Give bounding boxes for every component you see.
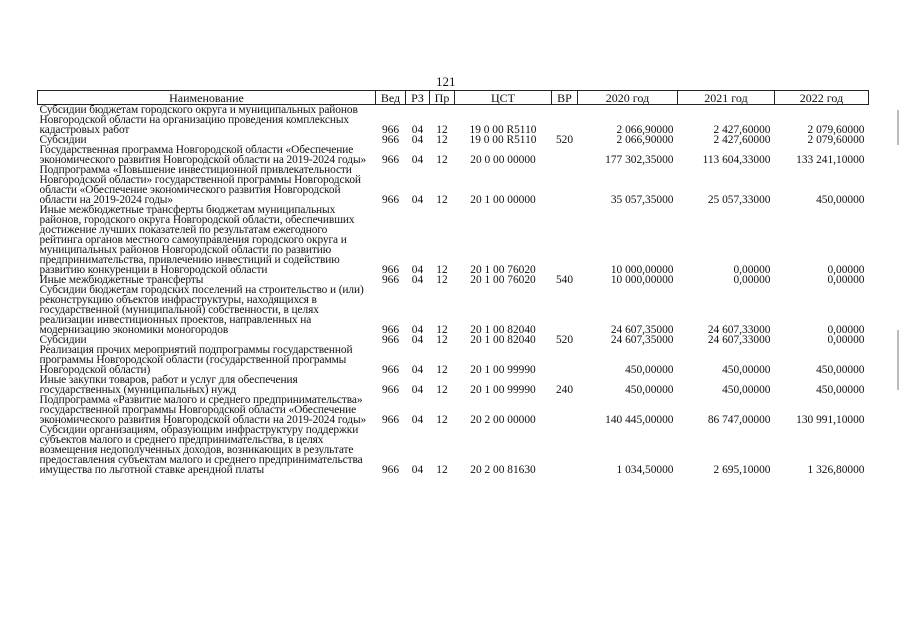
cell-pr: 12 xyxy=(436,154,448,166)
cell-rz: 04 xyxy=(411,194,424,206)
cell-y2022: 0,00000 xyxy=(827,274,865,286)
cell-ved: 966 xyxy=(381,364,400,376)
column-header-rz: РЗ xyxy=(406,91,430,105)
cell-name: Субсидии xyxy=(39,334,87,346)
cell-cst: 20 1 00 82040 xyxy=(470,334,536,346)
cell-ved: 966 xyxy=(381,124,400,136)
cell-rz: 04 xyxy=(411,334,424,346)
cell-name: Иные закупки товаров, работ и услуг для обеспечения государственных (муниципальных) нужд xyxy=(39,374,298,396)
column-header-2022: 2022 год xyxy=(775,91,869,105)
cell-pr: 12 xyxy=(436,384,448,396)
cell-cst: 20 1 00 82040 xyxy=(470,324,536,336)
cell-cst: 20 1 00 99990 xyxy=(470,384,536,396)
cell-rz: 04 xyxy=(411,364,424,376)
table-header-row xyxy=(38,91,869,105)
table-row xyxy=(38,425,869,475)
cell-vr xyxy=(552,145,578,165)
cell-vr: 520 xyxy=(555,334,574,346)
cell-y2022: 2 079,60000 xyxy=(807,124,865,136)
cell-ved: 966 xyxy=(381,134,400,146)
scan-edge-mark xyxy=(897,330,899,390)
cell-cst: 19 0 00 R5110 xyxy=(469,134,537,146)
cell-y2022: 2 079,60000 xyxy=(807,134,865,146)
cell-y2020: 450,00000 xyxy=(625,384,674,396)
cell-cst: 20 1 00 76020 xyxy=(470,274,536,286)
table-row xyxy=(38,345,869,375)
cell-rz: 04 xyxy=(411,264,424,276)
cell-y2021: 2 695,10000 xyxy=(713,464,771,476)
cell-pr: 12 xyxy=(436,274,448,286)
cell-vr: 520 xyxy=(555,134,574,146)
cell-rz: 04 xyxy=(411,124,424,136)
table-row xyxy=(38,285,869,335)
cell-cst: 20 1 00 99990 xyxy=(470,364,536,376)
cell-vr xyxy=(552,425,578,475)
cell-y2020: 2 066,90000 xyxy=(616,134,674,146)
cell-y2020: 24 607,35000 xyxy=(610,324,674,336)
cell-cst: 20 1 00 76020 xyxy=(470,264,536,276)
cell-ved: 966 xyxy=(381,464,400,476)
cell-ved: 966 xyxy=(381,384,400,396)
cell-y2022: 0,00000 xyxy=(827,334,865,346)
cell-name: Субсидии бюджетам городских поселений на строительство и (или) реконструкцию объектов инфраструктуры, находящихся в государственной (муниципальной) собственности, в целях реализации инвестиционных проектов, направленных на модернизацию экономики моногородов xyxy=(39,284,364,336)
cell-pr: 12 xyxy=(436,414,448,426)
table-row xyxy=(38,395,869,425)
table-row xyxy=(38,145,869,165)
cell-y2022: 450,00000 xyxy=(816,384,865,396)
cell-y2022: 1 326,80000 xyxy=(807,464,865,476)
cell-rz: 04 xyxy=(411,134,424,146)
cell-y2022: 0,00000 xyxy=(827,324,865,336)
cell-y2020: 2 066,90000 xyxy=(616,124,674,136)
cell-cst: 20 1 00 00000 xyxy=(470,194,536,206)
cell-y2021: 2 427,60000 xyxy=(713,134,771,146)
cell-y2021: 86 747,00000 xyxy=(707,414,771,426)
cell-y2022: 450,00000 xyxy=(816,194,865,206)
cell-rz: 04 xyxy=(411,154,424,166)
cell-pr: 12 xyxy=(436,194,448,206)
cell-y2020: 177 302,35000 xyxy=(605,154,674,166)
cell-name: Иные межбюджетные трансферты бюджетам муниципальных районов, городского округа Новгородской области, обеспечивших достижение лучших показателей по результатам ежегодного рейтинга органов местного самоуправления городского округа и муниципальных районов Новгородской области по развитию предпринимательства, привлечению инвестиций и содействию развитию конкуренции в Новгородской области xyxy=(39,204,355,276)
cell-y2021: 113 604,33000 xyxy=(702,154,771,166)
column-header-cst: ЦСТ xyxy=(455,91,552,105)
cell-vr: 540 xyxy=(555,274,574,286)
page-number: 121 xyxy=(436,74,456,89)
cell-y2021: 24 607,33000 xyxy=(707,334,771,346)
cell-ved: 966 xyxy=(381,154,400,166)
cell-y2020: 24 607,35000 xyxy=(610,334,674,346)
cell-cst: 20 2 00 00000 xyxy=(470,414,536,426)
cell-y2020: 140 445,00000 xyxy=(605,414,674,426)
cell-name: Реализация прочих мероприятий подпрограммы государственной программы Новгородской области (государственной программы Новгородской области) xyxy=(39,344,353,376)
cell-y2021: 450,00000 xyxy=(722,384,771,396)
cell-vr xyxy=(552,345,578,375)
cell-name: Подпрограмма «Развитие малого и среднего предпринимательства» государственной программы Новгородской области «Обеспечение экономического развития Новгородской области на 2019-2024 годы» xyxy=(39,394,367,426)
cell-y2020: 10 000,00000 xyxy=(610,274,674,286)
cell-y2022: 0,00000 xyxy=(827,264,865,276)
cell-pr: 12 xyxy=(436,334,448,346)
cell-y2021: 24 607,33000 xyxy=(707,324,771,336)
cell-name: Подпрограмма «Повышение инвестиционной привлекательности Новгородской области» государственной программы Новгородской области «Обеспечение экономического развития Новгородской области на 2019-2024 годы» xyxy=(39,164,361,206)
cell-name: Субсидии бюджетам городского округа и муниципальных районов Новгородской области на организацию проведения комплексных кадастровых работ xyxy=(39,104,358,136)
cell-pr: 12 xyxy=(436,264,448,276)
cell-name: Государственная программа Новгородской области «Обеспечение экономического развития Новгородской области на 2019-2024 годы» xyxy=(39,144,367,166)
cell-y2022: 450,00000 xyxy=(816,364,865,376)
cell-pr: 12 xyxy=(436,134,448,146)
cell-y2020: 35 057,35000 xyxy=(610,194,674,206)
cell-ved: 966 xyxy=(381,324,400,336)
column-header-vr: ВР xyxy=(552,91,578,105)
cell-cst: 20 2 00 81630 xyxy=(470,464,536,476)
table-row xyxy=(38,165,869,205)
cell-rz: 04 xyxy=(411,384,424,396)
budget-table xyxy=(37,90,869,475)
cell-vr: 240 xyxy=(555,384,574,396)
cell-y2021: 0,00000 xyxy=(733,264,771,276)
cell-rz: 04 xyxy=(411,464,424,476)
cell-vr xyxy=(552,205,578,275)
cell-y2020: 10 000,00000 xyxy=(610,264,674,276)
cell-y2022: 133 241,10000 xyxy=(796,154,865,166)
column-header-name: Наименование xyxy=(38,91,376,105)
cell-name: Иные межбюджетные трансферты xyxy=(39,274,204,286)
table-row xyxy=(38,375,869,395)
cell-rz: 04 xyxy=(411,324,424,336)
cell-name: Субсидии организациям, образующим инфраструктуру поддержки субъектов малого и среднего предпринимательства, в целях возмещения недополученных доходов, возникающих в результате предоставления субъектам малого и среднего предпринимательства имущества по льготной ставке арендной платы xyxy=(39,424,363,476)
cell-y2021: 0,00000 xyxy=(733,274,771,286)
cell-vr xyxy=(552,105,578,136)
table-row xyxy=(38,105,869,136)
cell-pr: 12 xyxy=(436,464,448,476)
table-row xyxy=(38,205,869,275)
column-header-pr: Пр xyxy=(430,91,455,105)
cell-name: Субсидии xyxy=(39,134,87,146)
cell-ved: 966 xyxy=(381,264,400,276)
cell-y2020: 450,00000 xyxy=(625,364,674,376)
cell-pr: 12 xyxy=(436,324,448,336)
scan-edge-mark xyxy=(897,110,899,145)
cell-ved: 966 xyxy=(381,414,400,426)
cell-y2021: 2 427,60000 xyxy=(713,124,771,136)
column-header-ved: Вед xyxy=(376,91,406,105)
cell-vr xyxy=(552,395,578,425)
cell-y2020: 1 034,50000 xyxy=(616,464,674,476)
cell-ved: 966 xyxy=(381,334,400,346)
cell-ved: 966 xyxy=(381,274,400,286)
cell-vr xyxy=(552,165,578,205)
cell-rz: 04 xyxy=(411,414,424,426)
cell-ved: 966 xyxy=(381,194,400,206)
column-header-2020: 2020 год xyxy=(578,91,678,105)
cell-y2021: 450,00000 xyxy=(722,364,771,376)
cell-vr xyxy=(552,285,578,335)
cell-cst: 20 0 00 00000 xyxy=(470,154,536,166)
cell-pr: 12 xyxy=(436,124,448,136)
column-header-2021: 2021 год xyxy=(678,91,775,105)
cell-rz: 04 xyxy=(411,274,424,286)
cell-y2021: 25 057,33000 xyxy=(707,194,771,206)
cell-y2022: 130 991,10000 xyxy=(796,414,865,426)
cell-cst: 19 0 00 R5110 xyxy=(469,124,537,136)
cell-pr: 12 xyxy=(436,364,448,376)
